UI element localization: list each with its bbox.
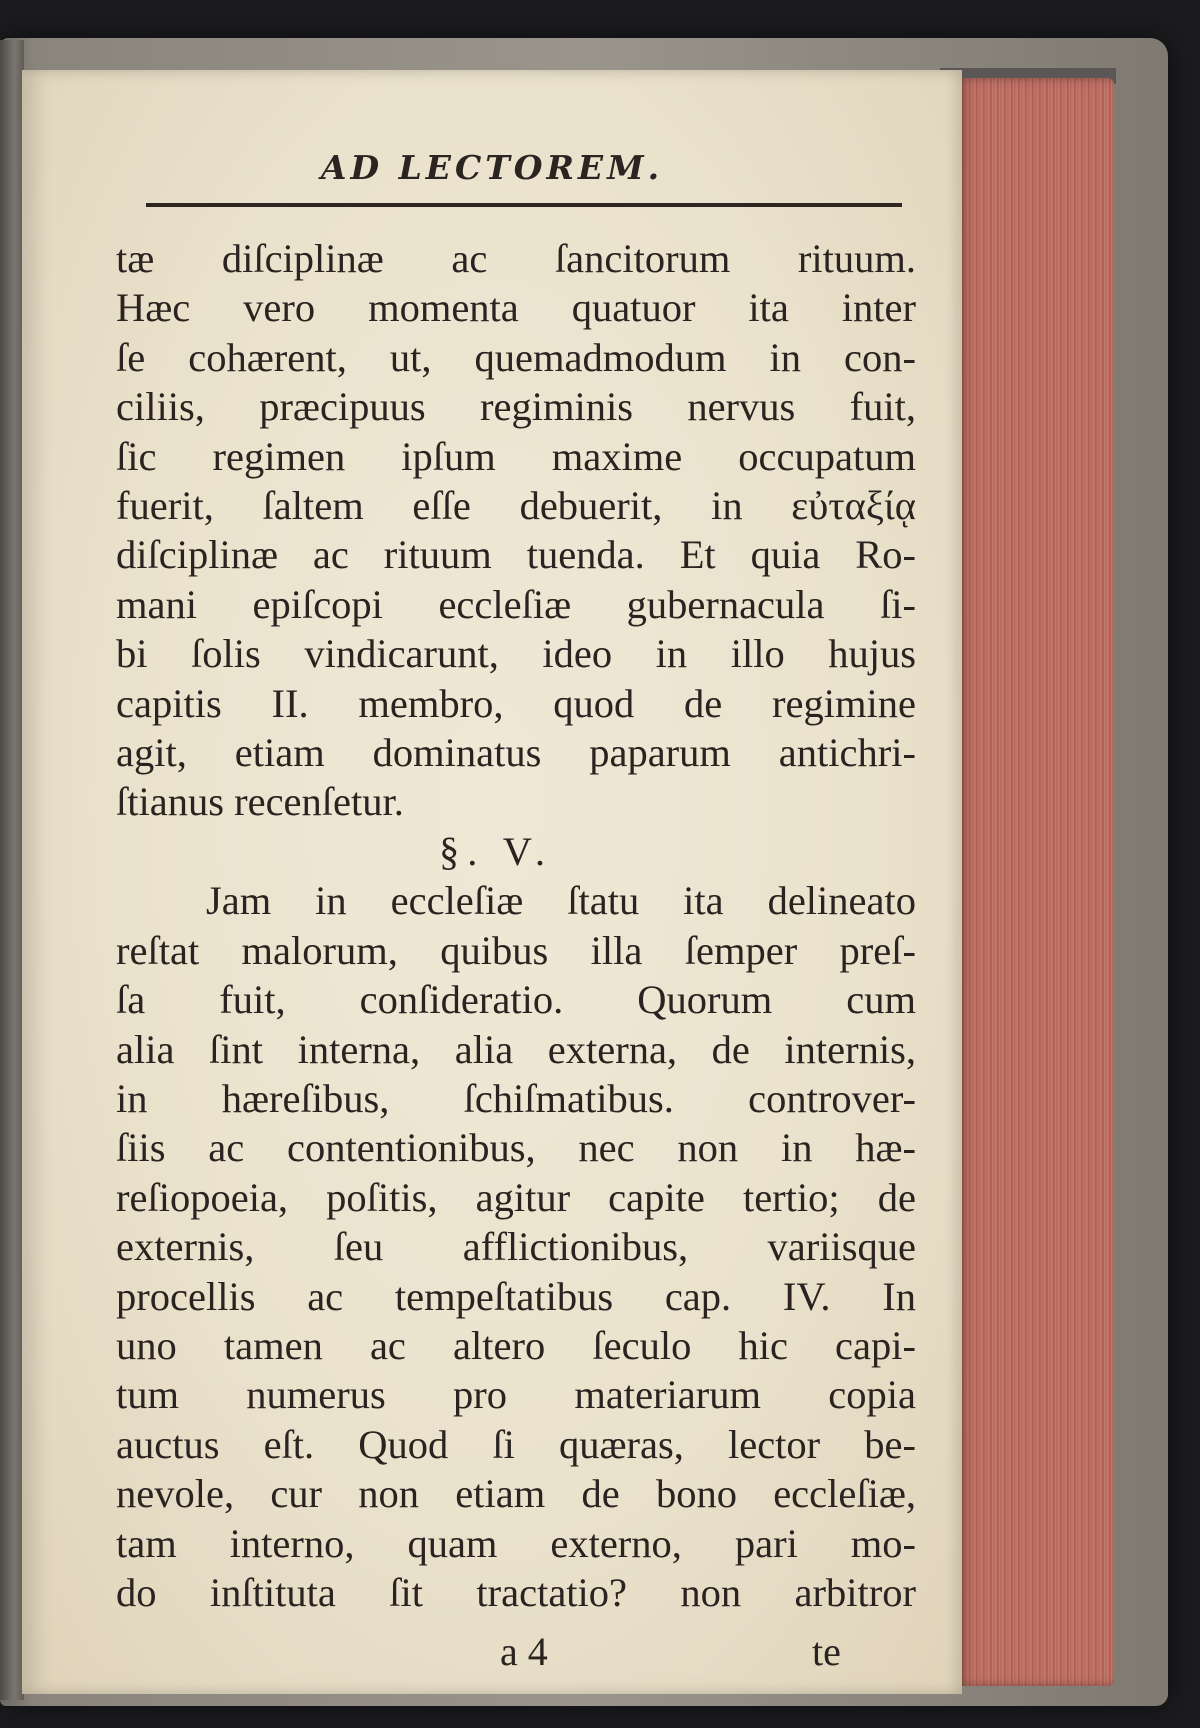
page-body-text — [116, 234, 916, 1617]
text-line: ſe cohærent, ut, quemadmodum in con- — [116, 334, 916, 380]
text-line: tam interno, quam externo, pari mo- — [116, 1520, 916, 1566]
head-rule — [146, 203, 902, 207]
text-line: Hæc vero momenta quatuor ita inter — [116, 285, 916, 331]
section-heading: §. V. — [439, 828, 553, 874]
text-line: bi ſolis vindicarunt, ideo in illo hujus — [116, 631, 916, 677]
text-line: ſtianus recenſetur. — [116, 779, 404, 825]
text-line: externis, ſeu afflictionibus, variisque — [116, 1224, 916, 1270]
text-line: uno tamen ac altero ſeculo hic capi- — [116, 1322, 916, 1368]
text-line: tæ diſciplinæ ac ſancitorum rituum. — [116, 236, 916, 281]
text-line: ſiis ac contentionibus, nec non in hæ- — [116, 1125, 916, 1171]
text-line: diſciplinæ ac rituum tuenda. Et quia Ro- — [116, 532, 916, 578]
text-line: mani epiſcopi eccleſiæ gubernacula ſi- — [116, 581, 916, 627]
text-line: in hæreſibus, ſchiſmatibus. controver- — [116, 1075, 916, 1121]
text-line: reſiopoeia, poſitis, agitur capite tertio; de — [116, 1174, 916, 1220]
page-fore-edge — [958, 78, 1114, 1686]
text-line: agit, etiam dominatus paparum antichri- — [116, 730, 916, 776]
text-line: alia ſint interna, alia externa, de internis, — [116, 1026, 916, 1072]
text-line: fuerit, ſaltem eſſe debuerit, in εὐταξίᾳ — [116, 483, 916, 529]
text-line: capitis II. membro, quod de regimine — [116, 680, 916, 726]
running-head: AD LECTOREM. — [320, 148, 664, 187]
signature-mark: a 4 — [500, 1629, 548, 1674]
catchword: te — [812, 1629, 841, 1674]
text-line: auctus eſt. Quod ſi quæras, lector be- — [116, 1421, 916, 1467]
text-line: procellis ac tempeſtatibus cap. IV. In — [116, 1273, 916, 1319]
text-line: reſtat malorum, quibus illa ſemper preſ- — [116, 927, 916, 973]
text-line: nevole, cur non etiam de bono eccleſiæ, — [116, 1471, 916, 1517]
text-line: do inſtituta ſit tractatio? non arbitror — [116, 1569, 916, 1615]
book-spine — [0, 40, 24, 1700]
text-line: tum numerus pro materiarum copia — [116, 1372, 916, 1418]
book-page — [22, 70, 962, 1694]
text-line: ſic regimen ipſum maxime occupatum — [116, 433, 916, 479]
text-line: ſa fuit, conſideratio. Quorum cum — [116, 977, 916, 1023]
text-line: Jam in eccleſiæ ſtatu ita delineato — [206, 878, 916, 924]
text-line: ciliis, præcipuus regiminis nervus fuit, — [116, 384, 916, 430]
